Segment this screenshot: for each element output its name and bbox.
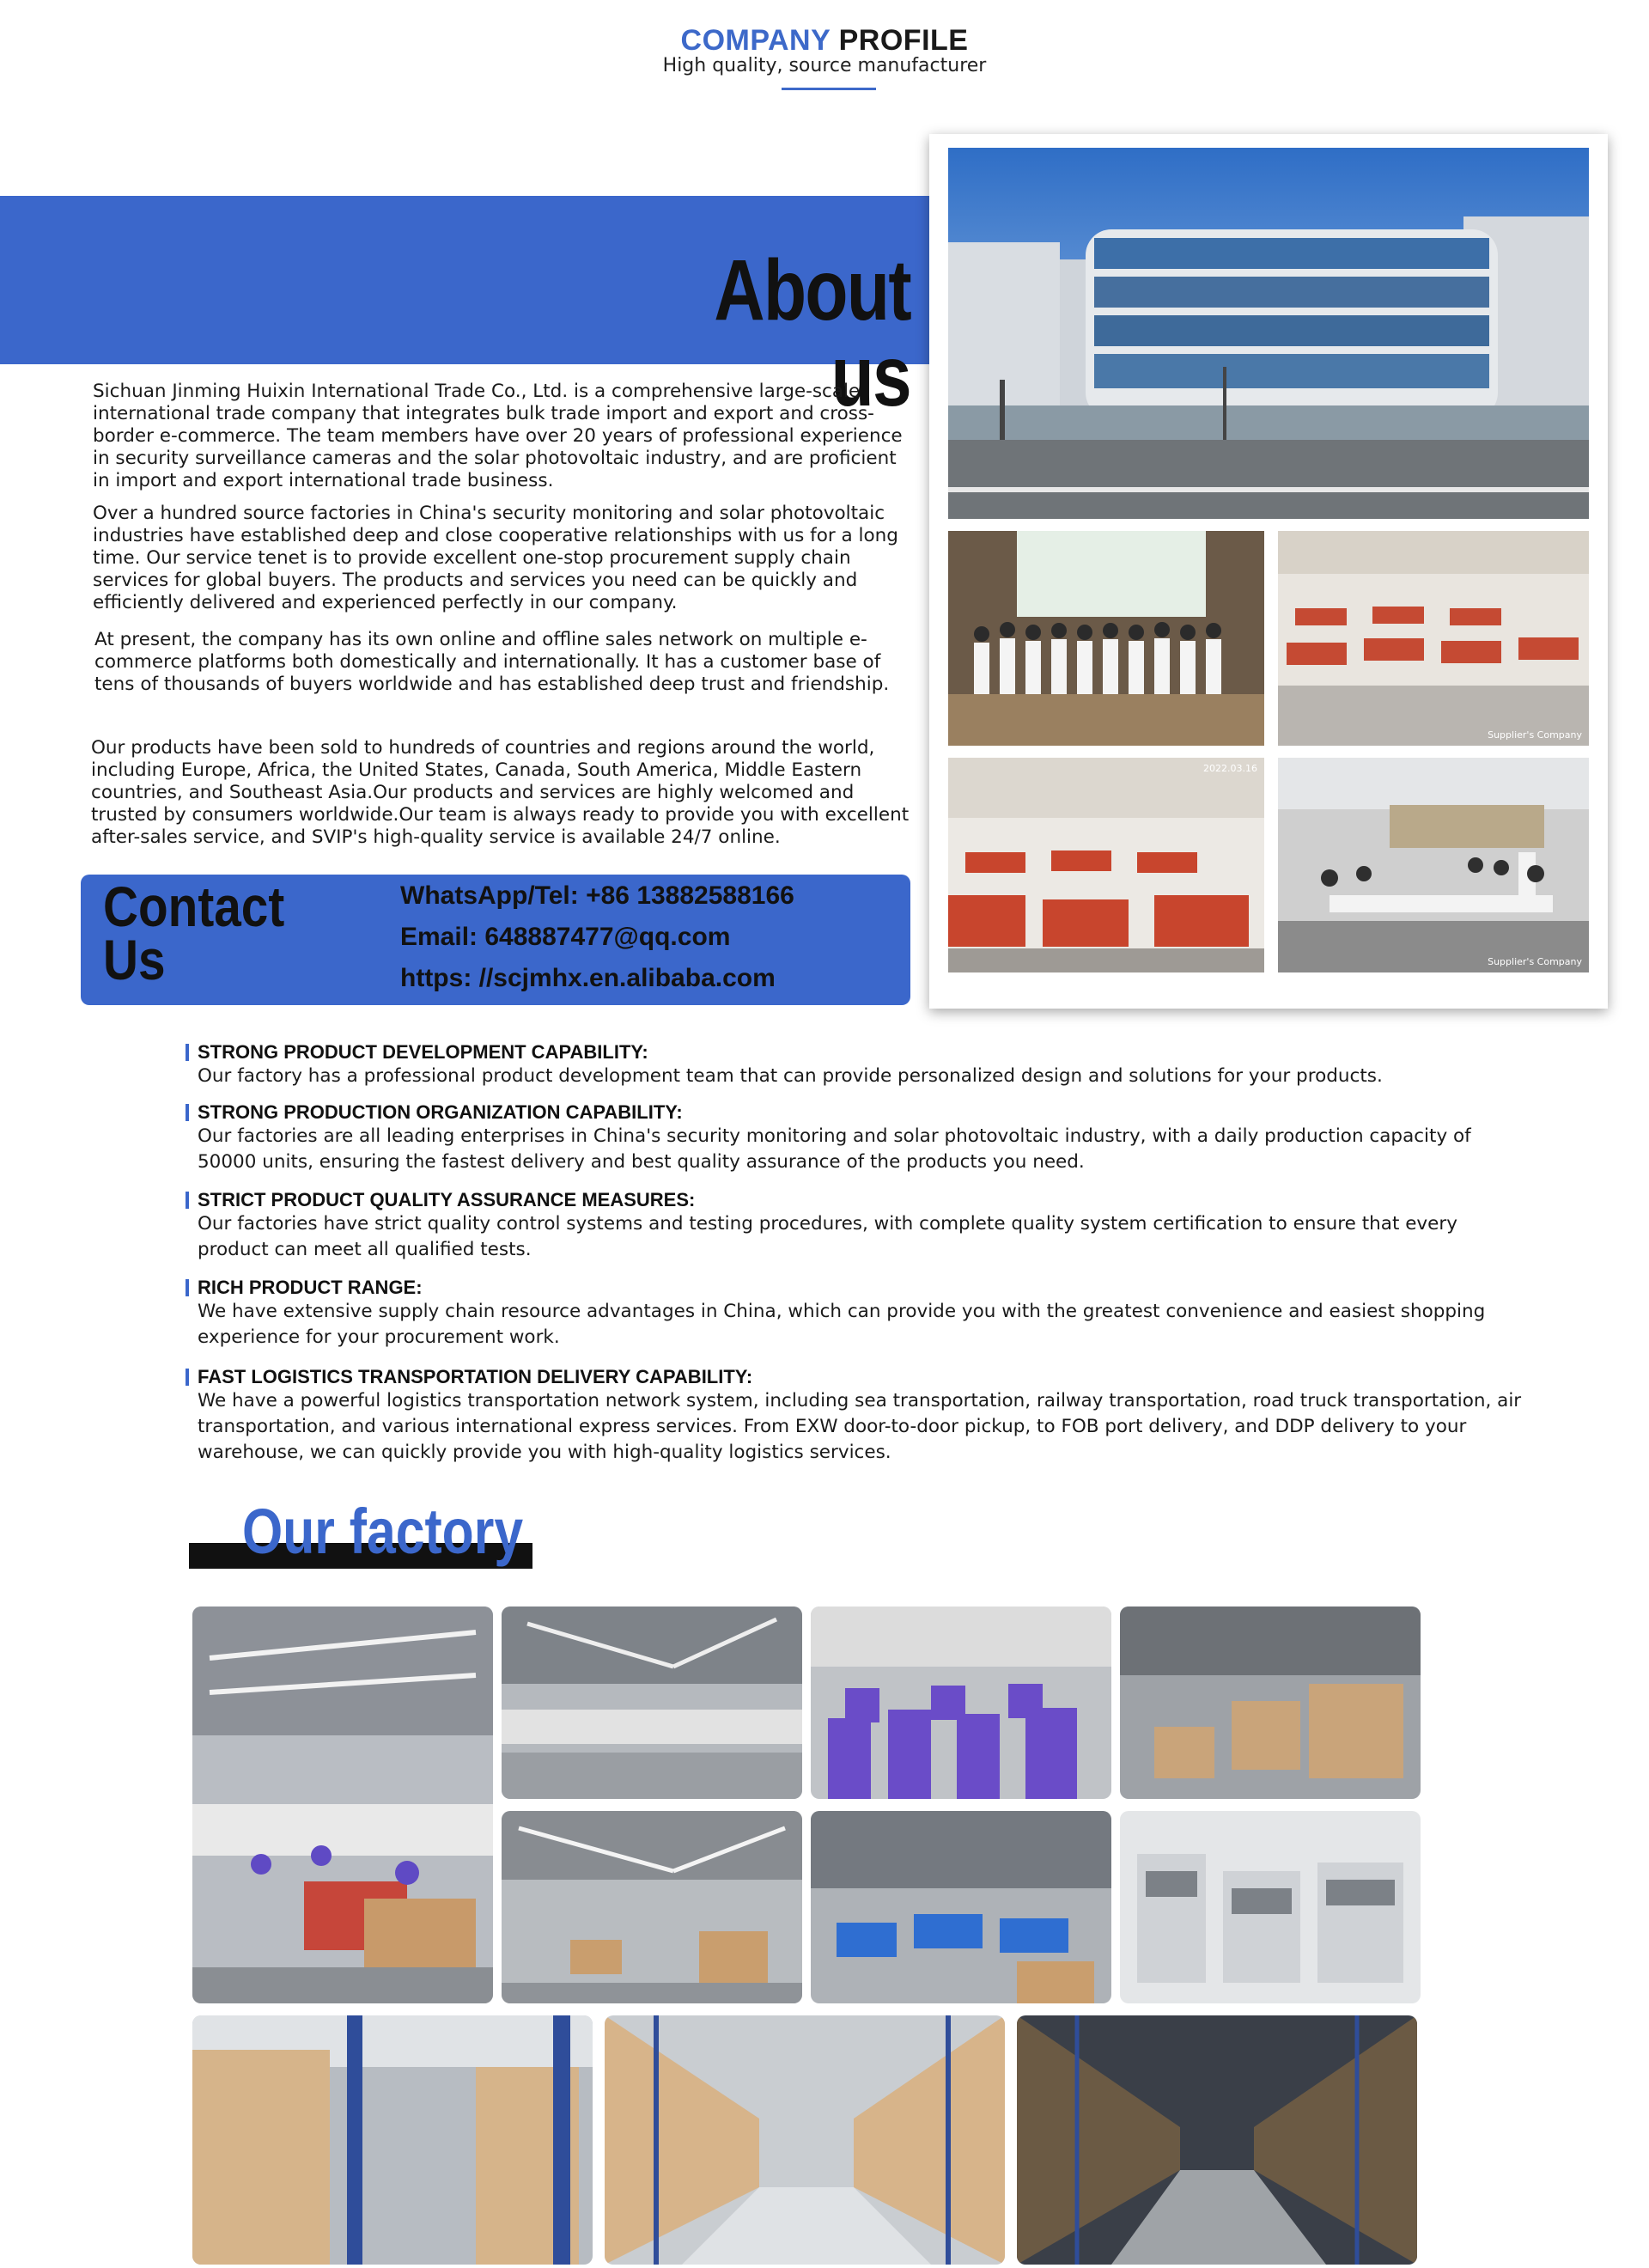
workstation-photo — [948, 758, 1264, 972]
capability-3: STRICT PRODUCT QUALITY ASSURANCE MEASURES: Our factories have strict quality control systems and testing procedures, with complete quality system certification to ensure that every product can meet all qualified tests. — [186, 1189, 1525, 1263]
page-title-company: COMPANY — [680, 24, 831, 57]
factory-photo-packing-area — [811, 1811, 1111, 2003]
page-title — [0, 24, 1649, 58]
capability-title: STRONG PRODUCTION ORGANIZATION CAPABILITY — [198, 1101, 677, 1123]
capability-title: FAST LOGISTICS TRANSPORTATION DELIVERY CAPABILITY — [198, 1366, 746, 1387]
capability-5: FAST LOGISTICS TRANSPORTATION DELIVERY CAPABILITY: We have a powerful logistics transportation network system, including sea transportation, railway transportation, road truck transportation, air transportation, and various international express services. From EXW door-to-door pickup, to FOB port delivery, and DDP delivery to your warehouse, we can quickly provide you with high-quality logistics services. — [186, 1366, 1525, 1466]
contact-title — [103, 875, 285, 991]
about-paragraph-3: At present, the company has its own online and offline sales network on multiple e-commerce platforms both domestically and internationally. It has a customer base of tens of thousands of buyers worldwide and has established deep trust and friendship. — [94, 629, 890, 695]
capability-1: STRONG PRODUCT DEVELOPMENT CAPABILITY: Our factory has a professional product development team that can provide personalized design and solutions for your products. — [186, 1041, 1525, 1089]
workstation-photo-date: 2022.03.16 — [1203, 763, 1257, 774]
about-title: About us — [714, 242, 910, 424]
capability-title: STRICT PRODUCT QUALITY ASSURANCE MEASURES — [198, 1189, 690, 1210]
factory-photo-production-floor — [502, 1811, 802, 2003]
capability-marker — [186, 1369, 189, 1386]
contact-website-link[interactable]: https: //scjmhx.en.alibaba.com — [400, 964, 776, 992]
capability-title: RICH PRODUCT RANGE — [198, 1277, 417, 1298]
capability-body: Our factory has a professional product development team that can provide personalized design and solutions for your products. — [198, 1065, 1383, 1087]
meeting-photo-caption: Supplier's Company — [1488, 956, 1582, 967]
company-photo-panel — [929, 134, 1608, 1009]
meeting-photo — [1278, 758, 1589, 972]
contact-title-line2: Us — [103, 928, 166, 991]
factory-title: Our factory — [242, 1496, 524, 1567]
capability-2: STRONG PRODUCTION ORGANIZATION CAPABILITY: Our factories are all leading enterprises in China's security monitoring and solar photovoltaic industry, with a daily production capacity of 50000 units, ensuring the fastest delivery and best quality assurance of the products you need. — [186, 1101, 1525, 1175]
office-photo — [1278, 531, 1589, 746]
factory-photo-warehouse-3 — [1017, 2015, 1417, 2265]
contact-email[interactable]: Email: 648887477@qq.com — [400, 923, 731, 951]
about-paragraph-1: Sichuan Jinming Huixin International Trade Co., Ltd. is a comprehensive large-scale international trade company that integrates bulk trade import and export and cross-border e-commerce. The team members have over 20 years of professional experience in security surveillance cameras and the solar photovoltaic industry, and are proficient in import and export international trade business. — [93, 381, 903, 491]
about-paragraph-4: Our products have been sold to hundreds of countries and regions around the world, including Europe, Africa, the United States, Canada, South America, Middle Eastern countries, and Southeast Asia.Our products and services are highly welcomed and trusted by consumers worldwide.Our team is always ready to provide you with excellent after-sales service, and SVIP's high-quality service is available 24/7 online. — [91, 737, 910, 848]
office-photo-caption: Supplier's Company — [1488, 729, 1582, 741]
capability-marker — [186, 1044, 189, 1061]
factory-photo-workers — [811, 1606, 1111, 1799]
factory-photo-workshop — [502, 1606, 802, 1799]
capability-body: Our factories are all leading enterprises in China's security monitoring and solar photovoltaic industry, with a daily production capacity of 50000 units, ensuring the fastest delivery and best quality assurance of the products you need. — [198, 1125, 1471, 1173]
factory-photo-warehouse-2 — [605, 2015, 1005, 2265]
page-subtitle: High quality, source manufacturer — [662, 55, 987, 76]
capability-marker — [186, 1192, 189, 1209]
capability-body: We have a powerful logistics transportation network system, including sea transportation, railway transportation, road truck transportation, air transportation, and various international express services. From EXW door-to-door pickup, to FOB port delivery, and DDP delivery to your warehouse, we can quickly provide you with high-quality logistics services. — [198, 1390, 1522, 1463]
about-paragraph-2: Over a hundred source factories in China's security monitoring and solar photovoltaic industries have established deep and close cooperative relationships with us for a long time. Our service tenet is to provide excellent one-stop procurement supply chain services for global buyers. The products and services you need can be quickly and efficiently delivered and experienced perfectly in our company. — [93, 503, 898, 613]
capability-4: RICH PRODUCT RANGE: We have extensive supply chain resource advantages in China, which can provide you with the greatest convenience and easiest shopping experience for your procurement work. — [186, 1277, 1525, 1350]
page-title-profile: PROFILE — [838, 24, 969, 57]
factory-photo-boxes — [1120, 1606, 1421, 1799]
contact-title-line1: Contact — [103, 875, 285, 938]
team-photo — [948, 531, 1264, 746]
capability-body: We have extensive supply chain resource advantages in China, which can provide you with the greatest convenience and easiest shopping experience for your procurement work. — [198, 1301, 1486, 1348]
capability-body: Our factories have strict quality control systems and testing procedures, with complete quality system certification to ensure that every product can meet all qualified tests. — [198, 1213, 1457, 1260]
capability-title: STRONG PRODUCT DEVELOPMENT CAPABILITY — [198, 1041, 642, 1063]
capability-marker — [186, 1279, 189, 1296]
factory-photo-smt-machines — [1120, 1811, 1421, 2003]
contact-whatsapp[interactable]: WhatsApp/Tel: +86 13882588166 — [400, 881, 794, 910]
office-building-photo — [948, 148, 1589, 519]
factory-photo-warehouse-1 — [192, 2015, 593, 2265]
factory-photo-assembly-line — [192, 1606, 493, 2003]
capability-marker — [186, 1104, 189, 1121]
header-underline — [782, 88, 876, 90]
